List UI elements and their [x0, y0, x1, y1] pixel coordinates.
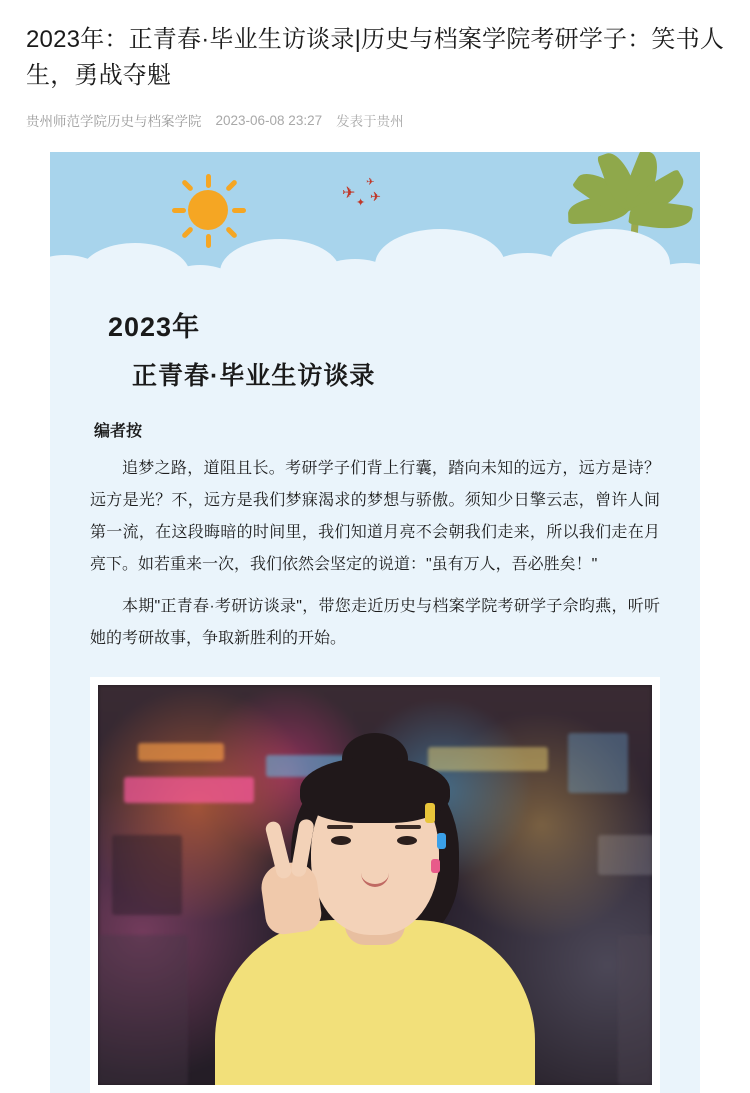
birds-icon: ✈	[366, 177, 375, 188]
interviewee-photo[interactable]	[98, 685, 652, 1085]
cloud-icon	[50, 227, 700, 287]
sun-ray-icon	[181, 179, 194, 192]
sun-icon	[188, 190, 228, 230]
sky-banner	[50, 152, 700, 287]
poster-subtitle: 正青春·毕业生访谈录	[132, 362, 376, 390]
hair-clip-icon	[431, 859, 440, 873]
editor-note-paragraph: 本期"正青春·考研访谈录"，带您走近历史与档案学院考研学子佘昀燕，听听她的考研故事，争取新胜利的开始。	[90, 598, 660, 647]
poster-card	[50, 152, 700, 1093]
birds-icon: ✦	[356, 197, 366, 209]
sun-ray-icon	[225, 179, 238, 192]
account-name[interactable]: 贵州师范学院历史与档案学院	[26, 114, 202, 129]
sun-ray-icon	[172, 208, 186, 213]
sun-ray-icon	[232, 208, 246, 213]
hair-clip-icon	[437, 833, 446, 849]
editor-note-label: 编者按	[94, 423, 143, 440]
publish-location: 发表于贵州	[336, 114, 404, 129]
publish-timestamp: 2023-06-08 23:27	[215, 112, 323, 128]
article-meta	[26, 110, 724, 130]
birds-icon: ✈	[370, 189, 381, 204]
poster-body	[50, 287, 700, 1093]
hair-clip-icon	[425, 803, 435, 823]
photo-frame	[90, 677, 660, 1093]
page-title: 2023年：正青春·毕业生访谈录|历史与档案学院考研学子：笑书人生，勇战夺魁	[26, 26, 725, 89]
photo-subject	[210, 735, 540, 1085]
editor-note-paragraph: 追梦之路，道阻且长。考研学子们背上行囊，踏向未知的远方，远方是诗？远方是光？不，远方是我们梦寐渴求的梦想与骄傲。须知少日擎云志，曾许人间第一流，在这段晦暗的时间里，我们知道月亮不会朝我们走来，所以我们走在月亮下。如若重来一次，我们依然会坚定的说道："虽有万人，吾必胜矣！"	[90, 460, 660, 573]
birds-icon: ✈	[342, 185, 356, 202]
poster-year: 2023年	[108, 312, 201, 342]
sun-ray-icon	[206, 174, 211, 188]
